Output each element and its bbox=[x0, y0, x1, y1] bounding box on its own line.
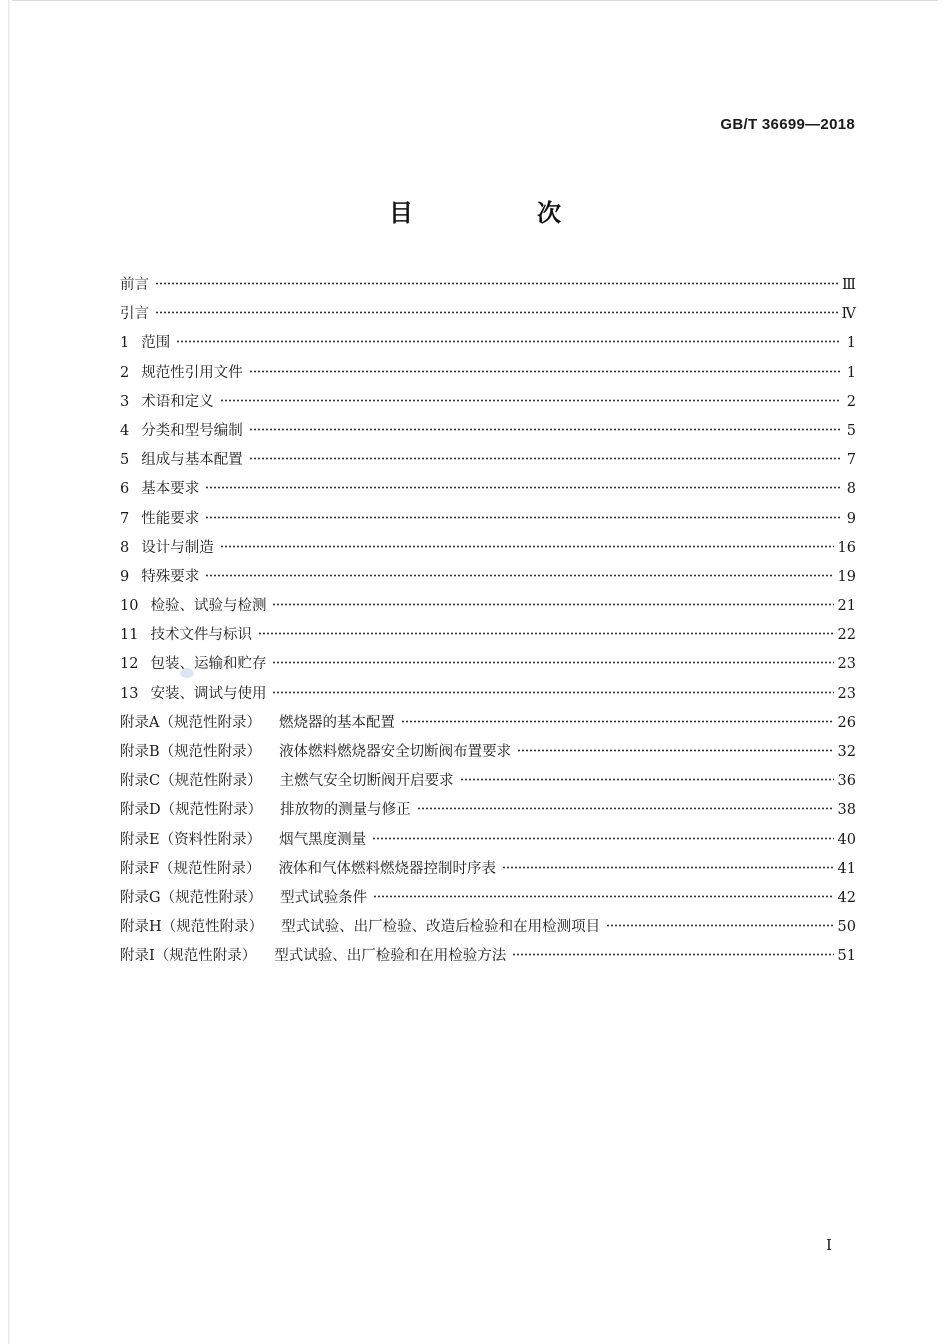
toc-entry[interactable] bbox=[120, 796, 856, 825]
toc-entry-page: 1 bbox=[846, 364, 856, 381]
toc-entry-page: Ⅲ bbox=[842, 277, 856, 293]
toc-entry-number: 4 bbox=[120, 422, 130, 439]
toc-title: 目 次 bbox=[389, 199, 611, 227]
toc-entry-label: 基本要求 bbox=[141, 481, 200, 498]
toc-entry-page: 1 bbox=[846, 335, 856, 352]
toc-entry[interactable] bbox=[120, 505, 856, 534]
toc-entry-number: 5 bbox=[120, 452, 130, 469]
toc-entry-number: 附录C（规范性附录） bbox=[120, 773, 262, 790]
toc-leader-dots bbox=[512, 953, 833, 956]
toc-leader-dots bbox=[220, 545, 834, 548]
toc-entry-label: 液体燃料燃烧器安全切断阀布置要求 bbox=[279, 744, 512, 760]
toc-entry-page: 41 bbox=[837, 860, 856, 877]
toc-entry-label: 组成与基本配置 bbox=[141, 452, 243, 469]
toc-entry-label: 排放物的测量与修正 bbox=[280, 802, 411, 819]
toc-entry-number: 9 bbox=[120, 568, 130, 585]
toc-entry-number: 附录I（规范性附录） bbox=[120, 948, 257, 965]
toc-entry-page: 32 bbox=[837, 744, 856, 760]
toc-entry-label: 前言 bbox=[120, 277, 149, 293]
toc-entry-label: 型式试验条件 bbox=[280, 889, 368, 906]
toc-entry-page: 16 bbox=[837, 539, 856, 556]
toc-leader-dots bbox=[205, 516, 840, 519]
toc-entry-number: 2 bbox=[120, 364, 130, 381]
toc-entry-number: 6 bbox=[120, 481, 130, 498]
toc-leader-dots bbox=[460, 778, 834, 781]
toc-entry[interactable] bbox=[120, 650, 856, 679]
toc-entry-page: 22 bbox=[837, 627, 856, 644]
toc-entry-number: 11 bbox=[120, 627, 139, 644]
toc-leader-dots bbox=[606, 924, 833, 927]
toc-entry-label: 型式试验、出厂检验、改造后检验和在用检测项目 bbox=[281, 919, 601, 936]
toc-leader-dots bbox=[249, 428, 840, 431]
toc-entry-page: 38 bbox=[837, 802, 856, 819]
toc-entry-label: 分类和型号编制 bbox=[141, 422, 243, 439]
toc-entry-page: 42 bbox=[837, 889, 856, 906]
toc-entry-label: 主燃气安全切断阀开启要求 bbox=[279, 773, 454, 790]
page-top-edge bbox=[12, 0, 938, 4]
toc-leader-dots bbox=[176, 340, 840, 343]
toc-entry[interactable] bbox=[120, 709, 856, 738]
toc-entry[interactable] bbox=[120, 680, 856, 709]
toc-entry[interactable] bbox=[120, 738, 856, 767]
toc-entry-page: 19 bbox=[837, 568, 856, 585]
toc-entry[interactable] bbox=[120, 826, 856, 855]
toc-entry[interactable] bbox=[120, 621, 856, 650]
toc-entry-page: 9 bbox=[846, 510, 856, 527]
toc-leader-dots bbox=[372, 837, 833, 840]
toc-leader-dots bbox=[502, 866, 833, 869]
toc-leader-dots bbox=[155, 282, 838, 285]
toc-entry-page: Ⅳ bbox=[841, 306, 856, 323]
toc-leader-dots bbox=[155, 311, 838, 314]
toc-entry-number: 附录G（规范性附录） bbox=[120, 889, 263, 906]
toc-entry-number: 1 bbox=[120, 335, 130, 352]
toc-entry[interactable] bbox=[120, 767, 856, 796]
toc-leader-dots bbox=[401, 720, 834, 723]
toc-entry[interactable] bbox=[120, 417, 856, 446]
toc-entry-label: 设计与制造 bbox=[141, 539, 214, 556]
toc-entry-label: 烟气黑度测量 bbox=[279, 831, 367, 848]
toc-entry-label: 检验、试验与检测 bbox=[150, 598, 267, 615]
toc-entry-number: 附录H（规范性附录） bbox=[120, 919, 264, 936]
toc-entry[interactable] bbox=[120, 913, 856, 942]
toc-entry-label: 引言 bbox=[120, 306, 149, 323]
toc-entry-label: 规范性引用文件 bbox=[141, 364, 243, 381]
toc-entry-page: 8 bbox=[846, 481, 856, 498]
toc-entry-page: 5 bbox=[846, 422, 856, 439]
toc-entry[interactable] bbox=[120, 359, 856, 388]
toc-entry-page: 23 bbox=[837, 685, 856, 702]
toc-entry[interactable] bbox=[120, 329, 856, 358]
toc-leader-dots bbox=[249, 370, 840, 373]
toc-entry-page: 40 bbox=[837, 831, 856, 848]
toc-entry[interactable] bbox=[120, 855, 856, 884]
scan-artifact bbox=[180, 668, 194, 678]
toc-leader-dots bbox=[272, 603, 833, 606]
toc-entry-label: 安装、调试与使用 bbox=[150, 685, 267, 702]
toc-leader-dots bbox=[258, 632, 834, 635]
toc-entry[interactable] bbox=[120, 942, 856, 971]
toc-entry-label: 特殊要求 bbox=[141, 568, 200, 585]
toc-entry-page: 21 bbox=[837, 598, 856, 615]
toc-entry-label: 型式试验、出厂检验和在用检验方法 bbox=[274, 948, 507, 965]
toc-entry-number: 附录E（资料性附录） bbox=[120, 831, 262, 848]
toc-entry-number: 8 bbox=[120, 539, 130, 556]
toc-entry[interactable] bbox=[120, 592, 856, 621]
toc-entry[interactable] bbox=[120, 563, 856, 592]
toc-leader-dots bbox=[205, 574, 833, 577]
toc-entry-number: 附录A（规范性附录） bbox=[120, 714, 261, 731]
toc-entry-page: 23 bbox=[837, 656, 856, 673]
toc-entry-label: 技术文件与标识 bbox=[150, 627, 252, 644]
toc-entry[interactable] bbox=[120, 300, 856, 329]
toc-entry-number: 7 bbox=[120, 510, 130, 527]
toc-leader-dots bbox=[417, 807, 834, 810]
toc-entry-number: 12 bbox=[120, 656, 139, 673]
toc-entry-label: 性能要求 bbox=[141, 510, 200, 527]
toc-entry-page: 36 bbox=[837, 773, 856, 790]
standard-number: GB/T 36699—2018 bbox=[720, 116, 855, 133]
toc-entry-number: 13 bbox=[120, 685, 139, 702]
toc-leader-dots bbox=[205, 486, 840, 489]
toc-entry-number: 10 bbox=[120, 598, 139, 615]
toc-entry-page: 51 bbox=[837, 948, 856, 965]
toc-entry-label: 范围 bbox=[141, 335, 171, 352]
toc-entry-number: 附录B（规范性附录） bbox=[120, 744, 262, 760]
toc-entry-page: 7 bbox=[846, 452, 856, 469]
toc-entry-page: 50 bbox=[837, 919, 856, 936]
toc-leader-dots bbox=[220, 399, 840, 402]
toc-leader-dots bbox=[373, 895, 833, 898]
toc-entry[interactable] bbox=[120, 475, 856, 504]
toc-entry-label: 包装、运输和贮存 bbox=[150, 656, 267, 673]
toc-entry-label: 燃烧器的基本配置 bbox=[278, 714, 395, 731]
toc-entry[interactable] bbox=[120, 388, 856, 417]
toc-entry-number: 附录F（规范性附录） bbox=[120, 860, 261, 877]
toc-entry[interactable] bbox=[120, 884, 856, 913]
toc-leader-dots bbox=[517, 749, 833, 752]
toc-entry[interactable] bbox=[120, 446, 856, 475]
toc-entry[interactable] bbox=[120, 534, 856, 563]
toc-entry[interactable] bbox=[120, 271, 856, 300]
toc-entry-label: 术语和定义 bbox=[141, 393, 214, 410]
toc-entry-page: 26 bbox=[837, 714, 856, 731]
toc-leader-dots bbox=[272, 691, 833, 694]
toc-entry-page: 2 bbox=[846, 393, 856, 410]
table-of-contents bbox=[120, 271, 856, 972]
toc-leader-dots bbox=[272, 661, 833, 664]
toc-entry-number: 3 bbox=[120, 393, 130, 410]
toc-entry-label: 液体和气体燃料燃烧器控制时序表 bbox=[278, 860, 497, 877]
toc-leader-dots bbox=[249, 457, 840, 460]
toc-entry-number: 附录D（规范性附录） bbox=[120, 802, 263, 819]
page-number: I bbox=[826, 1236, 832, 1254]
